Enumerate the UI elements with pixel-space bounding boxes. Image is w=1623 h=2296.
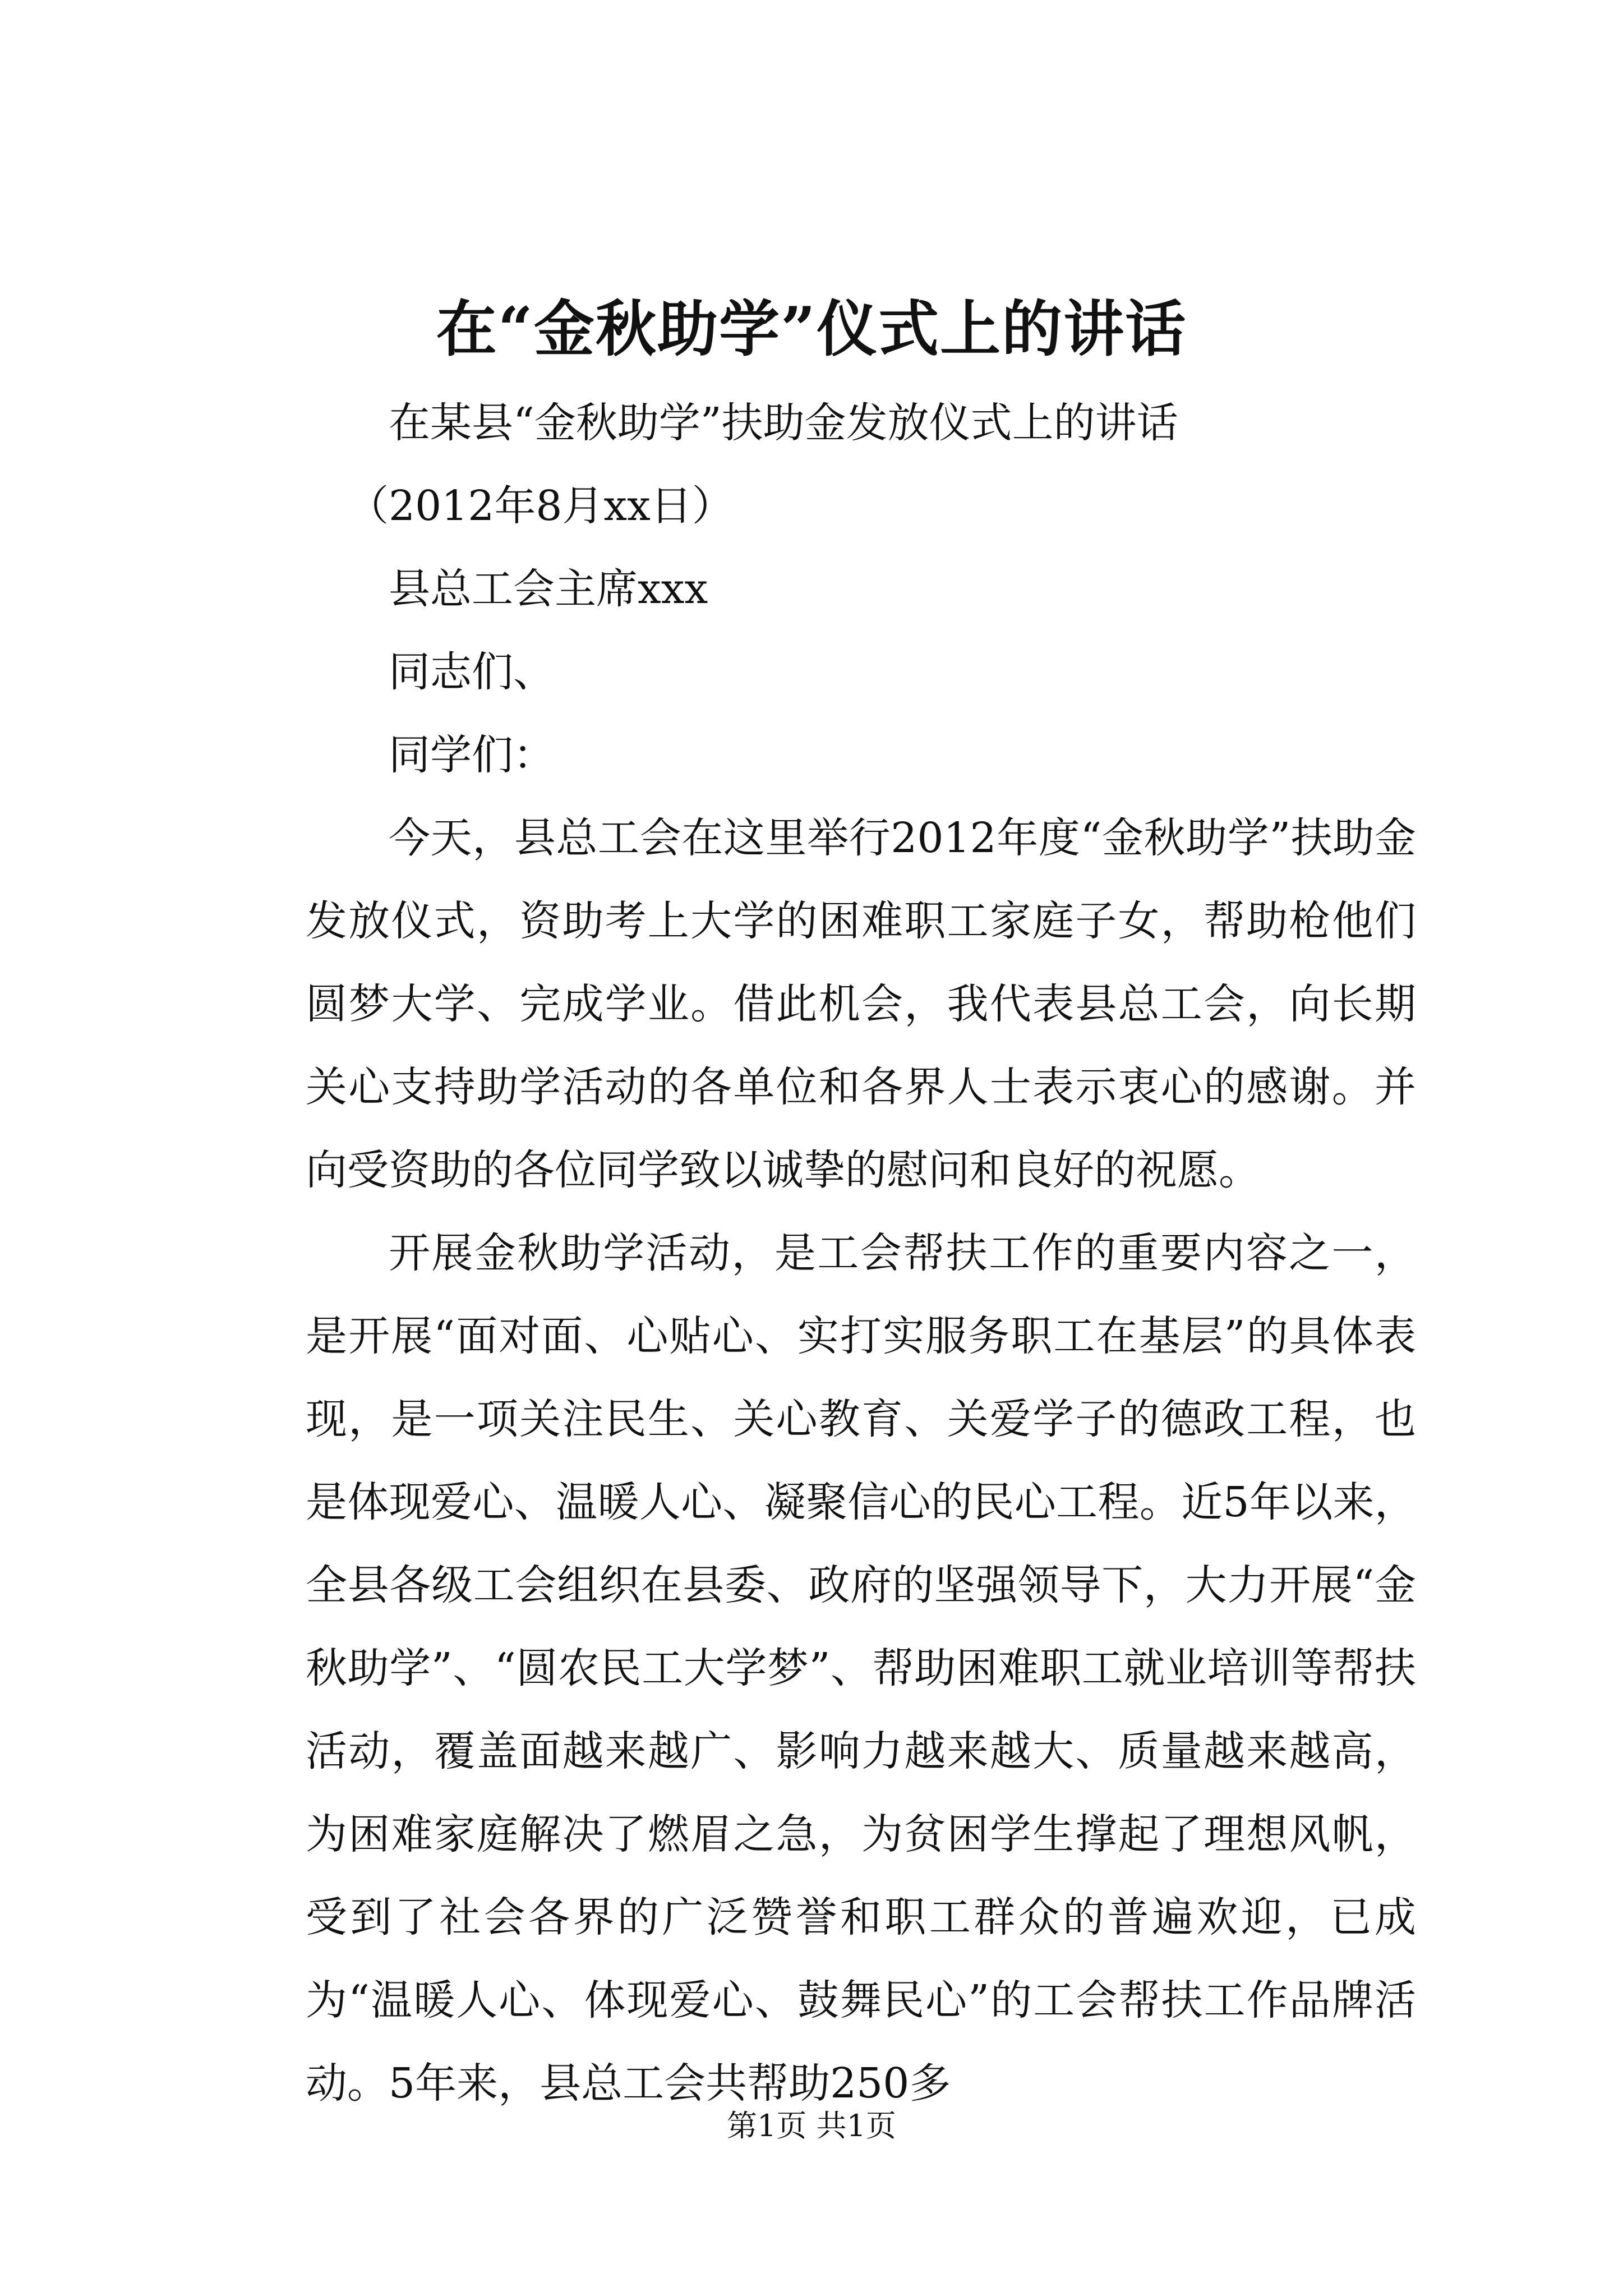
document-subtitle: 在某县“金秋助学”扶助金发放仪式上的讲话 [389, 399, 1178, 447]
page-number-footer: 第1页 共1页 [727, 2108, 896, 2143]
body-paragraph: 开展金秋助学活动，是工会帮扶工作的重要内容之一，是开展“面对面、心贴心、实打实服务职工在基层”的具体表现，是一项关注民生、关心教育、关爱学子的德政工程，也是体现爱心、温暖人心、凝聚信心的民心工程。近5年以来，全县各级工会组织在县委、政府的坚强领导下，大力开展“金秋助学”、“圆农民工大学梦”、帮助困难职工就业培训等帮扶活动，覆盖面越来越广、影响力越来越大、质量越来越高，为困难家庭解决了燃眉之急，为贫困学生撑起了理想风帆，受到了社会各界的广泛赞誉和职工群众的普遍欢迎，已成为“温暖人心、体现爱心、鼓舞民心”的工会帮扶工作品牌活动。5年来，县总工会共帮助250多 [306, 1229, 1416, 2108]
document-title: 在“金秋助学”仪式上的讲话 [436, 294, 1187, 365]
date-line: （2012年8月xx日） [347, 482, 734, 530]
salutation-comrades: 同志们、 [389, 648, 555, 696]
document-body [306, 381, 1416, 2125]
speaker-line: 县总工会主席xxx [389, 565, 708, 613]
body-paragraph: 今天，县总工会在这里举行2012年度“金秋助学”扶助金发放仪式，资助考上大学的困难职工家庭子女，帮助枪他们圆梦大学、完成学业。借此机会，我代表县总工会，向长期关心支持助学活动的各单位和各界人士表示衷心的感谢。并向受资助的各位同学致以诚挚的慰问和良好的祝愿。 [306, 814, 1416, 1194]
salutation-students: 同学们： [389, 731, 555, 779]
